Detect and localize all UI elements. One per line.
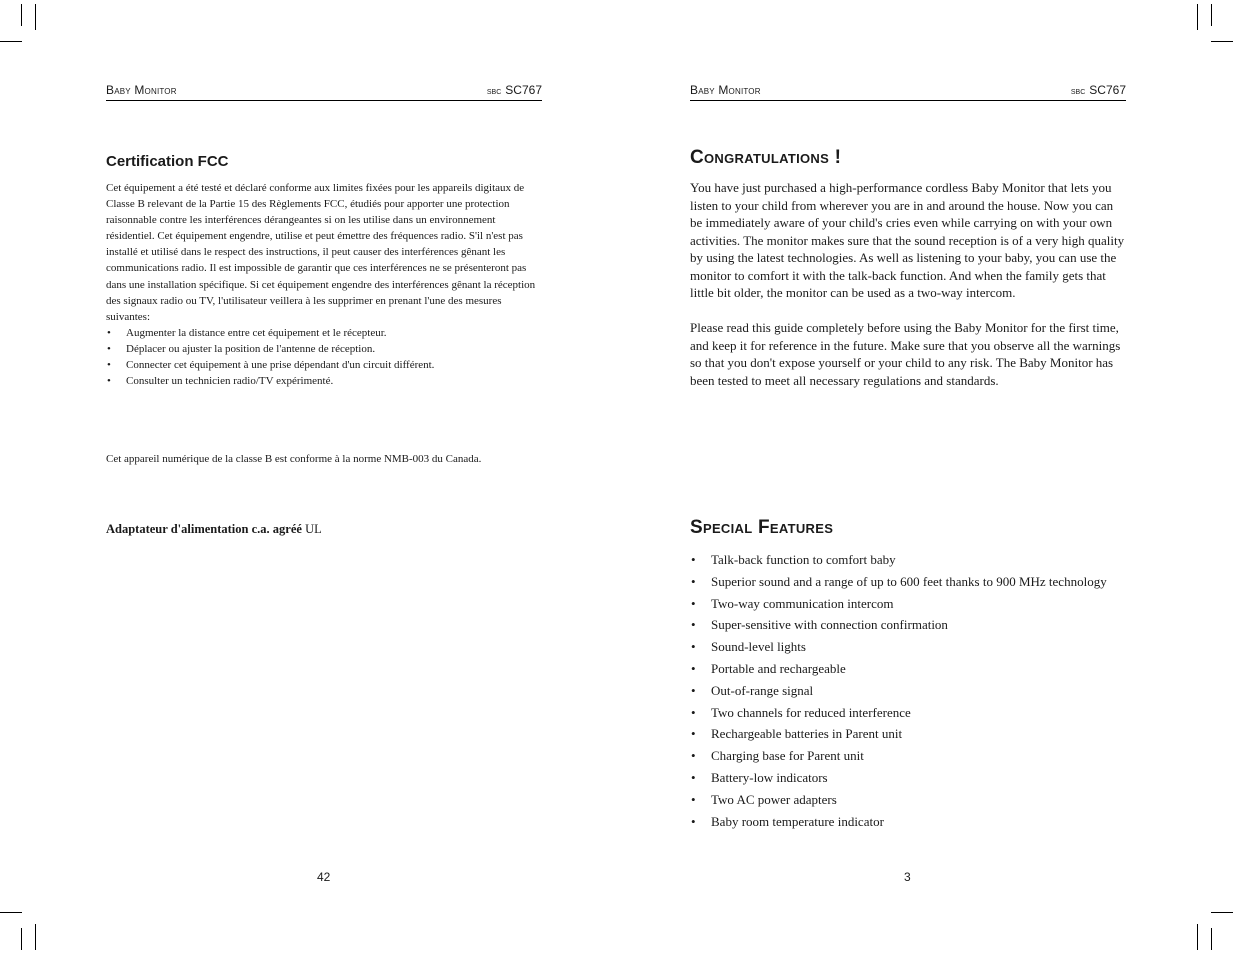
list-item: • Battery-low indicators bbox=[690, 769, 1126, 787]
crop-mark bbox=[1211, 912, 1233, 913]
features-list bbox=[690, 551, 1126, 834]
model-number: SC767 bbox=[505, 83, 542, 97]
crop-mark bbox=[1211, 4, 1212, 26]
running-head-model bbox=[1071, 83, 1126, 97]
list-item: • Baby room temperature indicator bbox=[690, 813, 1126, 831]
adapter-heading-suffix: UL bbox=[305, 522, 322, 536]
crop-mark bbox=[21, 4, 22, 26]
left-page bbox=[106, 0, 542, 954]
congratulations-body bbox=[690, 179, 1126, 407]
special-features-heading: Special Features bbox=[690, 517, 834, 538]
running-head bbox=[690, 82, 1126, 101]
model-number: SC767 bbox=[1089, 83, 1126, 97]
list-item: • Superior sound and a range of up to 600 feet thanks to 900 MHz technology bbox=[690, 573, 1126, 591]
crop-mark bbox=[35, 924, 36, 950]
list-item: • Consulter un technicien radio/TV expérimenté. bbox=[106, 373, 542, 389]
model-prefix: sbc bbox=[486, 86, 502, 97]
list-item: • Portable and rechargeable bbox=[690, 660, 1126, 678]
list-item: • Rechargeable batteries in Parent unit bbox=[690, 725, 1126, 743]
list-item: • Connecter cet équipement à une prise dépendant d'un circuit différent. bbox=[106, 357, 542, 373]
crop-mark bbox=[1211, 41, 1233, 42]
fcc-measures-list bbox=[106, 325, 542, 389]
list-item: • Sound-level lights bbox=[690, 638, 1126, 656]
running-head-model bbox=[487, 83, 542, 97]
fcc-heading: Certification FCC bbox=[106, 153, 229, 170]
adapter-heading bbox=[106, 522, 322, 537]
list-item: • Super-sensitive with connection confirmation bbox=[690, 616, 1126, 634]
page-number: 42 bbox=[317, 870, 331, 884]
fcc-paragraph: Cet équipement a été testé et déclaré conforme aux limites fixées pour les appareils digitaux de Classe B relevant de la Partie 15 des Règlements FCC, étudiés pour apporter une protection raisonnable contre les interférences dérangeantes si on les utilise dans un environnement résidentiel. Cet équipement engendre, utilise et peut émettre des fréquences radio. S'il n'est pas installé et utilisé dans le respect des instructions, il peut causer des interférences gênant les communications radio. Il est impossible de garantir que ces interférences ne se présenteront pas dans une installation spécifique. Si cet équipement engendre des interférences gênant la réception des signaux radio ou TV, l'utilisateur veillera à les supprimer en prenant l'une des mesures suivantes: bbox=[106, 182, 536, 323]
list-item: • Two-way communication intercom bbox=[690, 595, 1126, 613]
running-head bbox=[106, 82, 542, 101]
running-head-title: Baby Monitor bbox=[690, 83, 761, 97]
list-item: • Two AC power adapters bbox=[690, 791, 1126, 809]
list-item: • Out-of-range signal bbox=[690, 682, 1126, 700]
fcc-body bbox=[106, 180, 542, 389]
list-item: • Two channels for reduced interference bbox=[690, 704, 1126, 722]
crop-mark bbox=[0, 912, 22, 913]
list-item: • Charging base for Parent unit bbox=[690, 747, 1126, 765]
crop-mark bbox=[1197, 4, 1198, 30]
canada-note: Cet appareil numérique de la classe B est conforme à la norme NMB-003 du Canada. bbox=[106, 453, 482, 465]
crop-mark bbox=[1211, 928, 1212, 950]
list-item: • Déplacer ou ajuster la position de l'antenne de réception. bbox=[106, 341, 542, 357]
body-paragraph: Please read this guide completely before using the Baby Monitor for the first time, and keep it for reference in the future. Make sure that you observe all the warnings so that you don't expose yourself or your child to any risk. The Baby Monitor has been tested to meet all necessary regulations and standards. bbox=[690, 320, 1121, 388]
list-item: • Augmenter la distance entre cet équipement et le récepteur. bbox=[106, 325, 542, 341]
list-item: • Talk-back function to comfort baby bbox=[690, 551, 1126, 569]
model-prefix: sbc bbox=[1070, 86, 1086, 97]
adapter-heading-text: Adaptateur d'alimentation c.a. agréé bbox=[106, 522, 302, 536]
crop-mark bbox=[0, 41, 22, 42]
congratulations-heading: Congratulations ! bbox=[690, 147, 842, 168]
crop-mark bbox=[35, 4, 36, 30]
page-number: 3 bbox=[904, 870, 911, 884]
crop-mark bbox=[21, 928, 22, 950]
crop-mark bbox=[1197, 924, 1198, 950]
right-page bbox=[690, 0, 1126, 954]
running-head-title: Baby Monitor bbox=[106, 83, 177, 97]
body-paragraph: You have just purchased a high-performance cordless Baby Monitor that lets you listen to your child from wherever you are in and around the house. Now you can be immediately aware of your child's cries even while carrying on with your own activities. The monitor makes sure that the sound reception is of a very high quality by using the latest technologies. As well as listening to your baby, you can use the monitor to comfort it with the talk-back function. And when the family gets that little bit older, the monitor can be used as a two-way intercom. bbox=[690, 180, 1125, 300]
